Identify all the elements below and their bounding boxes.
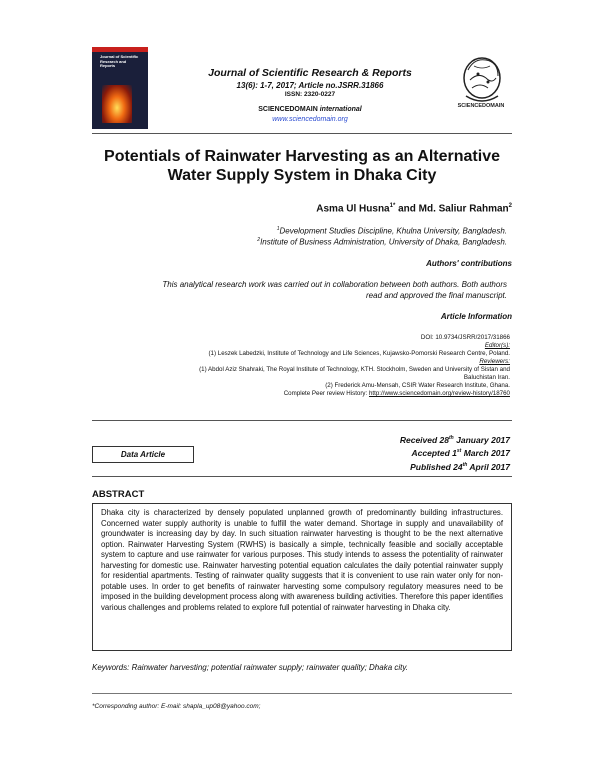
reviewer-2: (2) Frederick Amu-Mensah, CSIR Water Research Institute, Ghana. (325, 382, 510, 389)
reviewer-1-cont: Baluchistan Iran. (463, 374, 510, 381)
journal-issn: ISSN: 2320-0227 (284, 91, 336, 98)
journal-cover-image (92, 47, 148, 129)
article-info-block (92, 334, 510, 398)
corresponding-author-footnote: *Corresponding author: E-mail: shapla_up08@yahoo.com; (92, 703, 261, 710)
footnote-divider (92, 693, 512, 694)
publisher-logo-icon (452, 52, 510, 108)
contributions-heading: Authors' contributions (426, 259, 512, 268)
keywords: Keywords: Rainwater harvesting; potential rainwater supply; rainwater quality; Dhaka city. (92, 663, 408, 672)
publisher-name: SCIENCEDOMAIN international (258, 106, 362, 113)
doi: DOI: 10.9734/JSRR/2017/31866 (420, 334, 510, 341)
abstract-heading: ABSTRACT (92, 489, 145, 500)
contributions-text: This analytical research work was carried out in collaboration between both authors. Both authors read and approved the final manuscript. (162, 280, 507, 300)
cover-title: Journal of Scientific Research and Reports (100, 54, 139, 68)
publisher-logo-text: SCIENCEDOMAIN (457, 103, 505, 109)
published-date: Published 24th April 2017 (410, 461, 510, 472)
publisher-url[interactable]: www.sciencedomain.org (272, 116, 348, 123)
review-history: Complete Peer review History: http://www.sciencedomain.org/review-history/18760 (283, 390, 510, 397)
header-divider (92, 133, 512, 134)
abstract-box (92, 503, 512, 651)
reviewers-label: Reviewers: (479, 358, 510, 365)
affiliation-2: $^2$Institute of Business Administration, University of Dhaka, Bangladesh. (257, 237, 507, 247)
accepted-date: Accepted 1st March 2017 (411, 448, 510, 459)
editors-label: Editor(s): (484, 342, 510, 349)
reviewer-1: (1) Abdol Aziz Shahraki, The Royal Institute of Technology, KTH. Stockholm, Sweden and University of Sistan and (199, 366, 510, 373)
article-type-box: Data Article (92, 446, 194, 463)
paper-title: Potentials of Rainwater Harvesting as an Alternative Water Supply System in Dhaka City (104, 148, 500, 184)
dates-divider (92, 476, 512, 477)
abstract-text: Dhaka city is characterized by densely populated unplanned growth of predominantly building infrastructures. Concerned water supply authority is unable to fulfill the water demand. Shortage in supply and unavailability of groundwater is increasing day by day. In such situation rainwater harvesting is thought to be the next alternative option. Rainwater Harvesting System (RWHS) is basically a simple, technically feasible and socially acceptable system to capture and use rainwater for various purposes. This study intends to assess the potentiality of rainwater harvesting for domestic use. Rainwater harvesting potential equation calculates the daily potential rainwater supply for residential apartments. Testing of rainwater quality suggests that it is convenient to use rain water only for non-potable uses. In order to get benefits of rainwater harvesting some compulsory regulatory measures need to be imposed in the building development process along with awareness building activities. Therefore this paper identifies various challenges and problems related to explore full potential of rainwater harvesting in Dhaka city. (101, 508, 503, 612)
author-list: Asma Ul Husna$^{1*}$ and Md. Saliur Rahman$^2$ (316, 203, 512, 215)
article-info-heading: Article Information (440, 312, 512, 321)
received-date: Received 28th January 2017 (399, 434, 510, 445)
affiliation-1: $^1$Development Studies Discipline, Khulna University, Bangladesh. (276, 226, 507, 236)
review-history-link[interactable]: http://www.sciencedomain.org/review-history/18760 (368, 390, 510, 397)
editor-1: (1) Leszek Labedzki, Institute of Technology and Life Sciences, Kujawsko-Pomorski Research Centre, Poland. (208, 350, 510, 357)
info-divider (92, 420, 512, 421)
journal-name: Journal of Scientific Research & Reports (208, 67, 412, 79)
journal-volume: 13(6): 1-7, 2017; Article no.JSRR.31866 (236, 81, 384, 90)
publication-dates (300, 433, 510, 473)
